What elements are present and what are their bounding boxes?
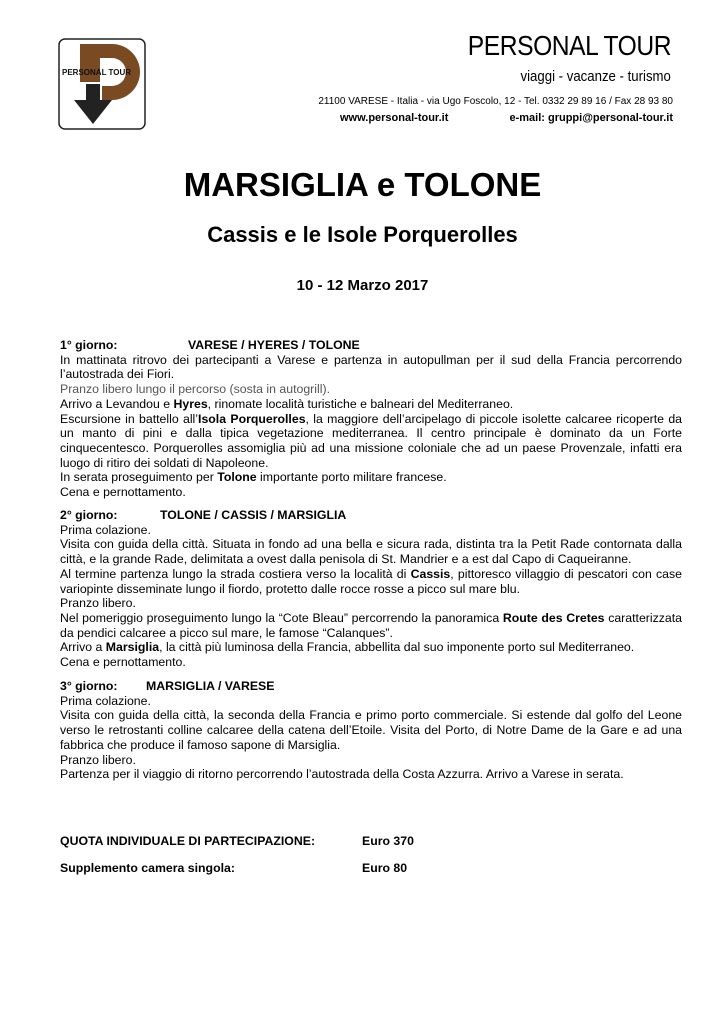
website-link[interactable]: www.personal-tour.it [340, 112, 449, 124]
day-paragraph: Pranzo libero. [60, 752, 136, 767]
day-label: 1° giorno: [60, 338, 118, 352]
day-paragraph: Visita con guida della città, la seconda della Francia e primo porto commerciale. Si estende dal golfo del Leone verso le retrostanti colline calcaree della catena dell’Etoile. Visita del Porto, di Notre Dame de la Gare e ad una fabbrica che produce il famoso sapone di Marsiglia. [60, 708, 682, 752]
day-2-section [60, 508, 682, 670]
day-3-heading [60, 679, 682, 694]
logo-graphic [58, 38, 146, 130]
day-paragraph: Prima colazione. [60, 522, 151, 537]
day-paragraph: Arrivo a Marsiglia, la città più luminosa della Francia, abbellita dal suo imponente porto sul Mediterraneo. [60, 640, 635, 655]
day-2-heading [60, 508, 682, 523]
day-3-section [60, 679, 682, 782]
day-paragraph: Pranzo libero. [60, 596, 136, 611]
day-paragraph: Pranzo libero lungo il percorso (sosta in autogrill). [60, 382, 330, 397]
day-paragraph: In serata proseguimento per Tolone importante porto militare francese. [60, 470, 447, 485]
email-link[interactable]: e-mail: gruppi@personal-tour.it [509, 112, 673, 124]
logo-text: PERSONAL TOUR [62, 68, 132, 77]
tour-dates: 10 - 12 Marzo 2017 [296, 277, 429, 294]
supplement-value: Euro 80 [362, 861, 408, 875]
page-title: MARSIGLIA e TOLONE [183, 166, 542, 203]
day-paragraph: Visita con guida della città. Situata in fondo ad una bella e sicura rada, distinta tra la Petit Rade contornata dalla città, e la grande Rade, delimitata a ovest dalla penisola di St. Mandrier e a est dal Capo di Caqueiranne. [60, 537, 682, 567]
day-label: 2° giorno: [60, 508, 118, 522]
day-paragraph: Nel pomeriggio proseguimento lungo la “Cote Bleau” percorrendo la panoramica Route des Cretes caratterizzata da pendici calcaree a picco sul mare, le famose “Calanques”. [60, 610, 683, 640]
day-paragraph: Cena e pernottamento. [60, 485, 186, 500]
brand-name: PERSONAL TOUR [467, 30, 671, 61]
day-1-section [60, 338, 682, 500]
day-paragraph: Arrivo a Levandou e Hyres, rinomate località turistiche e balneari del Mediterraneo. [60, 396, 514, 411]
day-route: VARESE / HYERES / TOLONE [188, 338, 360, 352]
day-paragraph: Cena e pernottamento. [60, 655, 186, 670]
page-subtitle: Cassis e le Isole Porquerolles [207, 222, 518, 247]
company-logo [58, 38, 146, 130]
day-paragraph: Escursione in battello all’Isola Porquerolles, la maggiore dell’arcipelago di piccole isolette calcaree ricoperte da un manto di pini e dalla tipica vegetazione mediterranea. Il centro principale è dominato da un Forte cinquecentesco. Porquerolles assomiglia più ad una missione coloniale che ad un paese Provenzale, infatti era luogo di ritiro dei soldati di Napoleone. [60, 411, 683, 470]
day-paragraph: Prima colazione. [60, 693, 151, 708]
day-paragraph: In mattinata ritrovo dei partecipanti a Varese e partenza in autopullman per il sud della Francia percorrendo l’autostrada dei Fiori. [60, 352, 682, 382]
day-paragraph: Al termine partenza lungo la strada costiera verso la località di Cassis, pittoresco villaggio di pescatori con case variopinte disseminate lungo il fiordo, protetto dalle rocce rosse a picco sul mare blu. [60, 566, 682, 596]
price-value: Euro 370 [362, 834, 414, 848]
day-label: 3° giorno: [60, 679, 118, 693]
day-route: TOLONE / CASSIS / MARSIGLIA [160, 508, 347, 522]
supplement-label: Supplemento camera singola: [60, 861, 235, 875]
day-1-heading [60, 338, 682, 353]
company-address: 21100 VARESE - Italia - via Ugo Foscolo, 12 - Tel. 0332 29 89 16 / Fax 28 93 80 [318, 96, 673, 107]
day-paragraph: Partenza per il viaggio di ritorno percorrendo l’autostrada della Costa Azzurra. Arrivo a Varese in serata. [60, 767, 624, 782]
price-label: QUOTA INDIVIDUALE DI PARTECIPAZIONE: [60, 834, 316, 848]
brand-tagline: viaggi - vacanze - turismo [520, 68, 671, 85]
day-route: MARSIGLIA / VARESE [146, 679, 275, 693]
